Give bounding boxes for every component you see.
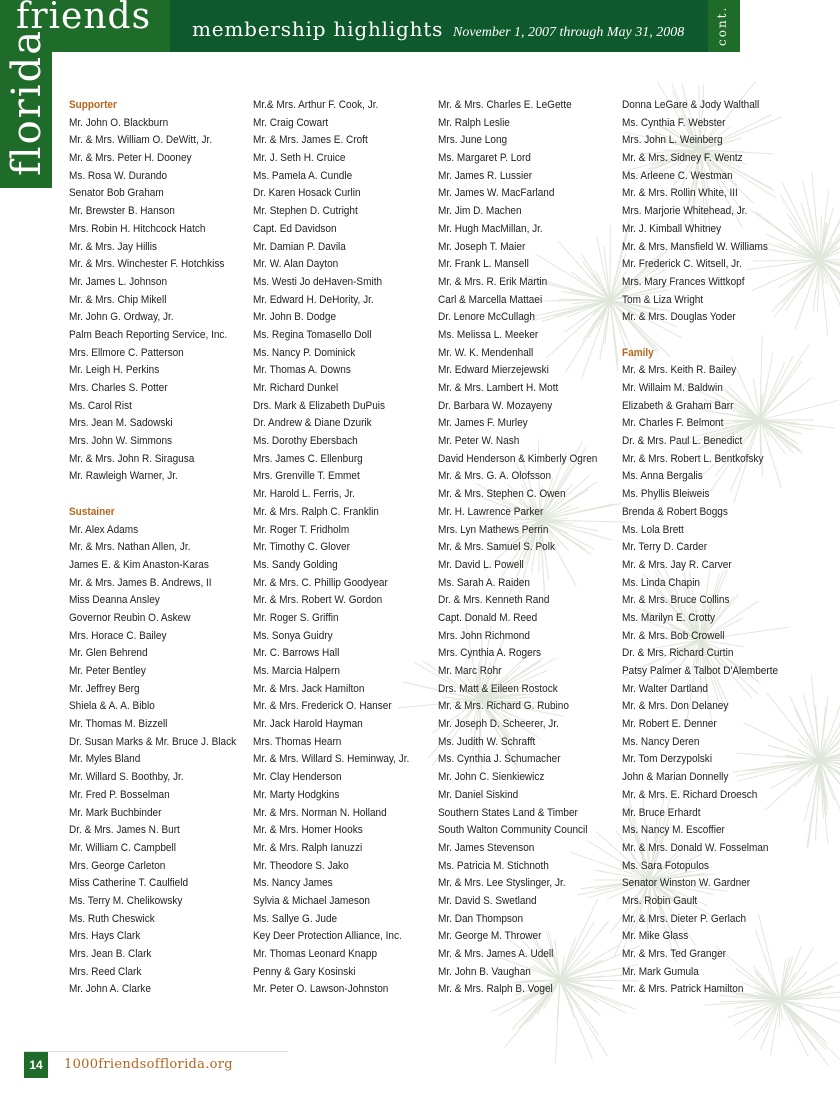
member-name: Mr. & Mrs. Rollin White, III xyxy=(622,187,738,200)
member-name: Mr. & Mrs. Dieter P. Gerlach xyxy=(622,912,747,925)
member-name: Drs. Mark & Elizabeth DuPuis xyxy=(253,399,386,412)
member-name: Mr. Edward Mierzejewski xyxy=(438,364,549,377)
member-name: Mr. & Mrs. Frederick O. Hanser xyxy=(253,700,392,713)
member-name: Mr. John G. Ordway, Jr. xyxy=(69,311,174,324)
member-name: Mrs. Reed Clark xyxy=(69,965,142,978)
member-name: Mr. C. Barrows Hall xyxy=(253,647,340,660)
member-name: Capt. Donald M. Reed xyxy=(438,611,538,624)
member-name: Mr. Bruce Erhardt xyxy=(622,806,701,819)
member-name: Mr. & Mrs. Douglas Yoder xyxy=(622,311,736,324)
brand-florida-text: florida xyxy=(4,28,50,176)
member-name: Governor Reubin O. Askew xyxy=(69,611,191,624)
member-name: David Henderson & Kimberly Ogren xyxy=(438,452,598,465)
member-name: Mr. David S. Swetland xyxy=(438,894,537,907)
member-name: Mr. Marty Hodgkins xyxy=(253,788,340,801)
spacer xyxy=(622,327,778,345)
member-name: Ms. Rosa W. Durando xyxy=(69,169,168,182)
member-name: Mr. & Mrs. Nathan Allen, Jr. xyxy=(69,541,191,554)
member-name: Miss Catherine T. Caulfield xyxy=(69,877,189,890)
members-column-3 xyxy=(438,97,619,999)
member-name: Ms. Dorothy Ebersbach xyxy=(253,435,358,448)
member-name: Mrs. James C. Ellenburg xyxy=(253,452,363,465)
member-name: Miss Deanna Ansley xyxy=(69,594,160,607)
member-name: Mr. Mark Gumula xyxy=(622,965,699,978)
member-name: Ms. Cynthia J. Schumacher xyxy=(438,753,561,766)
member-name: Mr. & Mrs. William O. DeWitt, Jr. xyxy=(69,134,213,147)
member-name: Mr. & Mrs. James B. Andrews, II xyxy=(69,576,212,589)
member-name: Ms. Phyllis Bleiweis xyxy=(622,488,710,501)
member-name: Dr. Barbara W. Mozayeny xyxy=(438,399,553,412)
member-name: Ms. Nancy James xyxy=(253,877,333,890)
member-name: Mr. & Mrs. Bob Crowell xyxy=(622,629,725,642)
members-column-2 xyxy=(253,97,431,999)
member-name: Ms. Melissa L. Meeker xyxy=(438,328,539,341)
member-name: Ms. Patricia M. Stichnoth xyxy=(438,859,549,872)
member-name: Mr. & Mrs. Chip Mikell xyxy=(69,293,167,306)
member-name: Mr. & Mrs. Lee Styslinger, Jr. xyxy=(438,877,566,890)
member-name: Capt. Ed Davidson xyxy=(253,222,337,235)
member-name: Mr. J. Kimball Whitney xyxy=(622,222,722,235)
member-name: Mr. Joseph D. Scheerer, Jr. xyxy=(438,718,559,731)
member-name: Ms. Westi Jo deHaven-Smith xyxy=(253,275,383,288)
member-name: Mrs. Ellmore C. Patterson xyxy=(69,346,184,359)
member-name: Mr. & Mrs. C. Phillip Goodyear xyxy=(253,576,388,589)
member-name: Mr. Robert E. Denner xyxy=(622,718,717,731)
member-name: Mr. Walter Dartland xyxy=(622,682,708,695)
member-name: Mrs. John Richmond xyxy=(438,629,530,642)
member-name: Ms. Arleene C. Westman xyxy=(622,169,733,182)
member-name: Ms. Sara Fotopulos xyxy=(622,859,709,872)
member-name: John & Marian Donnelly xyxy=(622,771,729,784)
member-name: Mr. John B. Vaughan xyxy=(438,965,531,978)
member-name: Ms. Pamela A. Cundle xyxy=(253,169,353,182)
member-name: Ms. Judith W. Schrafft xyxy=(438,735,536,748)
member-name: Mr. James L. Johnson xyxy=(69,275,168,288)
member-name: Mr. & Mrs. Patrick Hamilton xyxy=(622,983,744,996)
member-name: Mr. Leigh H. Perkins xyxy=(69,364,160,377)
member-name: Mr. Terry D. Carder xyxy=(622,541,708,554)
member-name: Mr. J. Seth H. Cruice xyxy=(253,152,346,165)
member-name: Dr. Susan Marks & Mr. Bruce J. Black xyxy=(69,735,237,748)
member-name: Drs. Matt & Eileen Rostock xyxy=(438,682,558,695)
member-name: Mr. & Mrs. Stephen C. Owen xyxy=(438,488,566,501)
member-name: Mr. & Mrs. Norman N. Holland xyxy=(253,806,387,819)
member-name: Ms. Cynthia F. Webster xyxy=(622,116,726,129)
member-name: Mr. Peter W. Nash xyxy=(438,435,520,448)
member-name: Mr. & Mrs. John R. Siragusa xyxy=(69,452,195,465)
member-name: Mr.& Mrs. Arthur F. Cook, Jr. xyxy=(253,99,379,111)
member-name: Mr. John B. Dodge xyxy=(253,311,337,324)
member-name: Mrs. June Long xyxy=(438,134,508,147)
member-name: Mr. & Mrs. Bruce Collins xyxy=(622,594,730,607)
member-name: Mr. James R. Lussier xyxy=(438,169,533,182)
member-name: Mr. James F. Murley xyxy=(438,417,528,430)
page-number: 14 xyxy=(24,1052,48,1078)
member-name: Mr. & Mrs. Keith R. Bailey xyxy=(622,364,737,377)
page-title: membership highlights xyxy=(192,17,444,41)
member-name: Mr. Frederick C. Witsell, Jr. xyxy=(622,258,742,271)
member-name: Elizabeth & Graham Barr xyxy=(622,399,734,412)
member-name: Mr. Damian P. Davila xyxy=(253,240,346,253)
spacer xyxy=(69,486,236,504)
member-name: Senator Winston W. Gardner xyxy=(622,877,751,890)
member-name: Dr. & Mrs. Paul L. Benedict xyxy=(622,435,743,448)
member-name: Mr. Frank L. Mansell xyxy=(438,258,529,271)
member-name: Dr. Karen Hosack Curlin xyxy=(253,187,361,200)
member-name: Mrs. Charles S. Potter xyxy=(69,382,168,394)
member-name: Ms. Ruth Cheswick xyxy=(69,912,155,925)
member-name: Mr. Peter Bentley xyxy=(69,665,146,677)
member-name: Mr. John C. Sienkiewicz xyxy=(438,771,545,784)
member-name: Mr. & Mrs. Peter H. Dooney xyxy=(69,152,192,165)
member-name: Mr. Thomas M. Bizzell xyxy=(69,718,168,731)
member-name: Ms. Nancy Deren xyxy=(622,735,700,748)
member-name: Ms. Sandy Golding xyxy=(253,558,338,571)
member-name: Mr. & Mrs. James E. Croft xyxy=(253,134,368,147)
member-name: Ms. Regina Tomasello Doll xyxy=(253,328,372,341)
member-name: Mr. David L. Powell xyxy=(438,558,524,571)
member-name: Mr. & Mrs. Ted Granger xyxy=(622,948,726,960)
member-name: Mr. Jack Harold Hayman xyxy=(253,718,363,731)
member-name: Dr. & Mrs. Richard Curtin xyxy=(622,647,734,660)
member-name: Mr. Thomas Leonard Knapp xyxy=(253,948,378,960)
member-name: Mr. Brewster B. Hanson xyxy=(69,205,175,218)
member-name: Mrs. Lyn Mathews Perrin xyxy=(438,523,549,536)
member-name: Mr. & Mrs. James A. Udell xyxy=(438,948,554,960)
member-name: Mr. & Mrs. Sidney F. Wentz xyxy=(622,152,743,165)
member-name: Patsy Palmer & Talbot D'Alemberte xyxy=(622,665,779,677)
member-name: Mr. & Mrs. Ralph Ianuzzi xyxy=(253,841,363,854)
member-name: Mrs. Jean M. Sadowski xyxy=(69,417,173,430)
member-name: Ms. Sarah A. Raiden xyxy=(438,576,530,589)
member-name: Mr. Edward H. DeHority, Jr. xyxy=(253,293,374,306)
member-name: Mr. Stephen D. Cutright xyxy=(253,205,358,218)
member-name: Dr. Andrew & Diane Dzurik xyxy=(253,417,372,430)
section-heading: Sustainer xyxy=(69,505,115,518)
member-name: Mrs. Thomas Hearn xyxy=(253,735,342,748)
member-name: Mr. William C. Campbell xyxy=(69,841,176,854)
member-name: Mr. Timothy C. Glover xyxy=(253,541,350,554)
member-name: Mr. Willaim M. Baldwin xyxy=(622,382,723,394)
member-name: Mr. Mark Buchbinder xyxy=(69,806,162,819)
member-name: Mr. Glen Behrend xyxy=(69,647,148,660)
member-name: Mr. Marc Rohr xyxy=(438,665,502,677)
member-name: Mr. James W. MacFarland xyxy=(438,187,555,200)
continued-label: cont. xyxy=(715,5,729,46)
member-name: Mr. John A. Clarke xyxy=(69,983,151,996)
member-name: Mrs. George Carleton xyxy=(69,859,166,872)
member-name: Brenda & Robert Boggs xyxy=(622,505,728,518)
member-name: Ms. Nancy P. Dominick xyxy=(253,346,356,359)
member-name: Mr. Alex Adams xyxy=(69,523,139,536)
member-name: Mr. Theodore S. Jako xyxy=(253,859,349,872)
member-name: Ms. Lola Brett xyxy=(622,523,684,536)
member-name: Mr. Thomas A. Downs xyxy=(253,364,351,377)
member-name: Mr. Hugh MacMillan, Jr. xyxy=(438,222,543,235)
member-name: Mr. & Mrs. Willard S. Heminway, Jr. xyxy=(253,753,410,766)
member-name: Mr. & Mrs. Samuel S. Polk xyxy=(438,541,555,554)
member-name: Mr. Daniel Siskind xyxy=(438,788,519,801)
member-name: Mr. & Mrs. Lambert H. Mott xyxy=(438,382,559,394)
members-column-1 xyxy=(69,97,259,999)
member-name: Mr. & Mrs. G. A. Olofsson xyxy=(438,470,552,483)
member-name: Ms. Carol Rist xyxy=(69,399,132,412)
member-name: Mr. & Mrs. Mansfield W. Williams xyxy=(622,240,768,253)
member-name: Shiela & A. A. Biblo xyxy=(69,700,155,713)
member-name: Mr. & Mrs. Richard G. Rubino xyxy=(438,700,569,713)
member-name: Mr. & Mrs. Ralph C. Franklin xyxy=(253,505,379,518)
member-name: Tom & Liza Wright xyxy=(622,293,704,306)
member-name: Mrs. Hays Clark xyxy=(69,930,141,943)
member-name: Mr. Myles Bland xyxy=(69,753,141,766)
member-name: Mr. John O. Blackburn xyxy=(69,116,169,129)
member-name: Dr. & Mrs. James N. Burt xyxy=(69,824,180,837)
member-name: Mr. Mike Glass xyxy=(622,930,689,943)
member-name: Mr. W. K. Mendenhall xyxy=(438,346,534,359)
member-name: James E. & Kim Anaston-Karas xyxy=(69,558,209,571)
member-name: Mr. H. Lawrence Parker xyxy=(438,505,544,518)
member-name: Ms. Margaret P. Lord xyxy=(438,152,531,165)
member-name: Mr. Ralph Leslie xyxy=(438,116,510,129)
member-name: Mr. & Mrs. Jay R. Carver xyxy=(622,558,732,571)
member-name: Mrs. Grenville T. Emmet xyxy=(253,470,360,483)
member-name: Mr. Richard Dunkel xyxy=(253,382,339,394)
member-name: Mr. Harold L. Ferris, Jr. xyxy=(253,488,355,501)
member-name: Dr. Lenore McCullagh xyxy=(438,311,535,324)
member-name: Mr. Dan Thompson xyxy=(438,912,524,925)
member-name: Ms. Linda Chapin xyxy=(622,576,701,589)
member-name: Ms. Sallye G. Jude xyxy=(253,912,338,925)
member-name: Ms. Anna Bergalis xyxy=(622,470,703,483)
member-name: Mr. Joseph T. Maier xyxy=(438,240,526,253)
member-name: Mr. James Stevenson xyxy=(438,841,535,854)
member-name: Palm Beach Reporting Service, Inc. xyxy=(69,328,228,341)
member-name: Mrs. Mary Frances Wittkopf xyxy=(622,275,745,288)
date-range: November 1, 2007 through May 31, 2008 xyxy=(453,25,685,40)
member-name: Mr. Rawleigh Warner, Jr. xyxy=(69,470,178,483)
member-name: Penny & Gary Kosinski xyxy=(253,965,356,978)
member-name: Mr. Fred P. Bosselman xyxy=(69,788,170,801)
section-heading: Family xyxy=(622,346,654,359)
member-name: Carl & Marcella Mattaei xyxy=(438,293,543,306)
member-name: Mr. & Mrs. Robert L. Bentkofsky xyxy=(622,452,764,465)
member-name: Mr. Clay Henderson xyxy=(253,771,342,784)
member-name: Dr. & Mrs. Kenneth Rand xyxy=(438,594,550,607)
member-name: Mr. Willard S. Boothby, Jr. xyxy=(69,771,184,784)
member-name: Mrs. Robin Gault xyxy=(622,894,698,907)
member-name: Ms. Marilyn E. Crotty xyxy=(622,611,716,624)
member-name: Mr. & Mrs. Jay Hillis xyxy=(69,240,157,253)
member-name: Mr. Peter O. Lawson-Johnston xyxy=(253,983,389,996)
member-name: Donna LeGare & Jody Walthall xyxy=(622,99,760,111)
member-name: Ms. Marcia Halpern xyxy=(253,665,340,677)
member-name: Mrs. Robin H. Hitchcock Hatch xyxy=(69,222,206,235)
member-name: Mr. & Mrs. R. Erik Martin xyxy=(438,275,548,288)
member-name: Sylvia & Michael Jameson xyxy=(253,894,370,907)
member-name: Senator Bob Graham xyxy=(69,187,164,200)
member-name: Mr. George M. Thrower xyxy=(438,930,542,943)
brand-friends-text: friends xyxy=(16,0,152,37)
section-heading: Supporter xyxy=(69,99,117,111)
member-name: Mrs. John W. Simmons xyxy=(69,435,173,448)
member-name: Mr. Roger S. Griffin xyxy=(253,611,339,624)
member-name: Mr. & Mrs. Robert W. Gordon xyxy=(253,594,383,607)
member-name: Mr. & Mrs. Charles E. LeGette xyxy=(438,99,572,111)
member-name: Mrs. Marjorie Whitehead, Jr. xyxy=(622,205,748,218)
member-name: Mr. Jim D. Machen xyxy=(438,205,522,218)
member-name: Mr. & Mrs. Don Delaney xyxy=(622,700,729,713)
members-column-4 xyxy=(622,97,799,999)
member-name: Ms. Sonya Guidry xyxy=(253,629,333,642)
member-name: Key Deer Protection Alliance, Inc. xyxy=(253,930,402,943)
member-name: Mr. Roger T. Fridholm xyxy=(253,523,350,536)
member-name: Mr. Craig Cowart xyxy=(253,116,329,129)
website-url: 1000friendsofflorida.org xyxy=(64,1057,233,1072)
member-name: Mr. & Mrs. Ralph B. Vogel xyxy=(438,983,553,996)
member-name: Mrs. Jean B. Clark xyxy=(69,948,152,960)
member-name: Mr. Jeffrey Berg xyxy=(69,682,140,695)
member-name: Mr. & Mrs. Donald W. Fosselman xyxy=(622,841,769,854)
member-name: Mr. & Mrs. Jack Hamilton xyxy=(253,682,365,695)
member-name: Mrs. Horace C. Bailey xyxy=(69,629,167,642)
member-name: South Walton Community Council xyxy=(438,824,588,837)
member-name: Mr. & Mrs. Homer Hooks xyxy=(253,824,363,837)
member-name: Southern States Land & Timber xyxy=(438,806,578,819)
member-name: Mrs. John L. Weinberg xyxy=(622,134,723,147)
member-name: Mrs. Cynthia A. Rogers xyxy=(438,647,542,660)
member-name: Ms. Nancy M. Escoffier xyxy=(622,824,725,837)
member-name: Mr. Charles F. Belmont xyxy=(622,417,724,430)
member-name: Mr. Tom Derzypolski xyxy=(622,753,713,766)
member-name: Mr. & Mrs. E. Richard Droesch xyxy=(622,788,758,801)
footer-divider xyxy=(24,1051,288,1052)
member-name: Ms. Terry M. Chelikowsky xyxy=(69,894,183,907)
member-name: Mr. W. Alan Dayton xyxy=(253,258,339,271)
member-name: Mr. & Mrs. Winchester F. Hotchkiss xyxy=(69,258,225,271)
